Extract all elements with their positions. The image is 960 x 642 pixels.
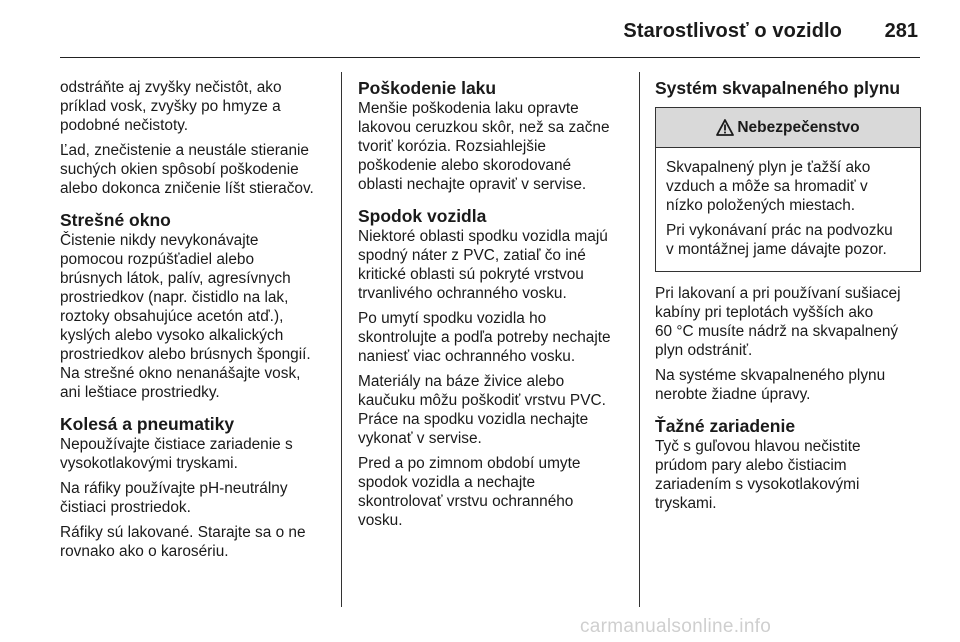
page-title: Starostlivosť o vozidlo <box>623 20 842 42</box>
section-heading-wheels: Kolesá a pneumatiky <box>60 414 235 434</box>
section-heading-underbody: Spodok vozidla <box>358 206 487 226</box>
paragraph: Pri lakovaní a pri používaní sušiacej kabíny pri teplotách vyšších ako 60 °C musíte nádrž na skvapalnený plyn odstrániť. <box>655 285 901 359</box>
paragraph: Na systéme skvapalneného plynu nerobte žiadne úpravy. <box>655 367 886 403</box>
section-heading-towbar: Ťažné zariadenie <box>655 416 796 436</box>
warning-body <box>656 148 920 271</box>
paragraph: Ráfiky sú lakované. Starajte sa o ne rovnako ako o karosériu. <box>60 524 306 560</box>
paragraph: odstráňte aj zvyšky nečistôt, ako príklad vosk, zvyšky po hmyze a podobné nečistoty. <box>60 79 282 134</box>
column-divider-1 <box>341 72 342 607</box>
paragraph: Čistenie nikdy nevykonávajte pomocou rozpúšťadiel alebo brúsnych látok, palív, agresívnych prostriedkov (napr. čistidlo na lak, roztoky obsahujúce acetón atď.), kyslých alebo vysoko alkalických prostriedkov alebo brúsnych špongií. Na strešné okno nenanášajte vosk, ani leštiace prostriedky. <box>60 232 311 401</box>
section-heading-roof: Strešné okno <box>60 210 171 230</box>
paragraph: Ľad, znečistenie a neustále stieranie suchých okien spôsobí poškodenie alebo dokonca zničenie líšt stieračov. <box>60 142 314 197</box>
paragraph: Pri vykonávaní prác na podvozku v montážnej jame dávajte pozor. <box>666 222 893 258</box>
paragraph: Pred a po zimnom období umyte spodok vozidla a nechajte skontrolovať vrstvu ochranného vosku. <box>358 455 581 529</box>
header-rule <box>60 57 920 58</box>
watermark: carmanualsonline.info <box>580 616 772 637</box>
paragraph: Tyč s guľovou hlavou nečistite prúdom pary alebo čistiacim zariadením s vysokotlakovými tryskami. <box>655 438 861 512</box>
warning-title: Nebezpečenstvo <box>737 119 860 136</box>
paragraph: Na ráfiky používajte pH-neutrálny čistiaci prostriedok. <box>60 480 288 516</box>
paragraph: Skvapalnený plyn je ťažší ako vzduch a môže sa hromadiť v nízko položených miestach. <box>666 159 871 214</box>
section-heading-lpg: Systém skvapalneného plynu <box>655 78 901 98</box>
paragraph: Nepoužívajte čistiace zariadenie s vysokotlakovými tryskami. <box>60 436 293 472</box>
paragraph: Materiály na báze živice alebo kaučuku môžu poškodiť vrstvu PVC. Práce na spodku vozidla nechajte vykonať v servise. <box>358 373 606 447</box>
paragraph: Menšie poškodenia laku opravte lakovou ceruzkou skôr, než sa začne tvoriť korózia. Rozsiahlejšie poškodenie alebo skorodované oblasti nechajte opraviť v servise. <box>358 100 610 193</box>
warning-header <box>656 108 920 148</box>
paragraph: Niektoré oblasti spodku vozidla majú spodný náter z PVC, zatiaľ čo iné kritické oblasti sú pokryté vrstvou trvanlivého ochranného vosku. <box>358 228 608 302</box>
column-1 <box>60 78 332 567</box>
warning-box <box>655 107 921 272</box>
page-header <box>60 0 920 56</box>
column-divider-2 <box>639 72 640 607</box>
warning-triangle-icon <box>716 119 734 136</box>
page-number: 281 <box>884 20 918 42</box>
column-3 <box>655 78 921 519</box>
paragraph: Po umytí spodku vozidla ho skontrolujte a podľa potreby nechajte naniesť viac ochranného vosku. <box>358 310 611 365</box>
section-heading-paint: Poškodenie laku <box>358 78 497 98</box>
column-2 <box>358 78 626 536</box>
